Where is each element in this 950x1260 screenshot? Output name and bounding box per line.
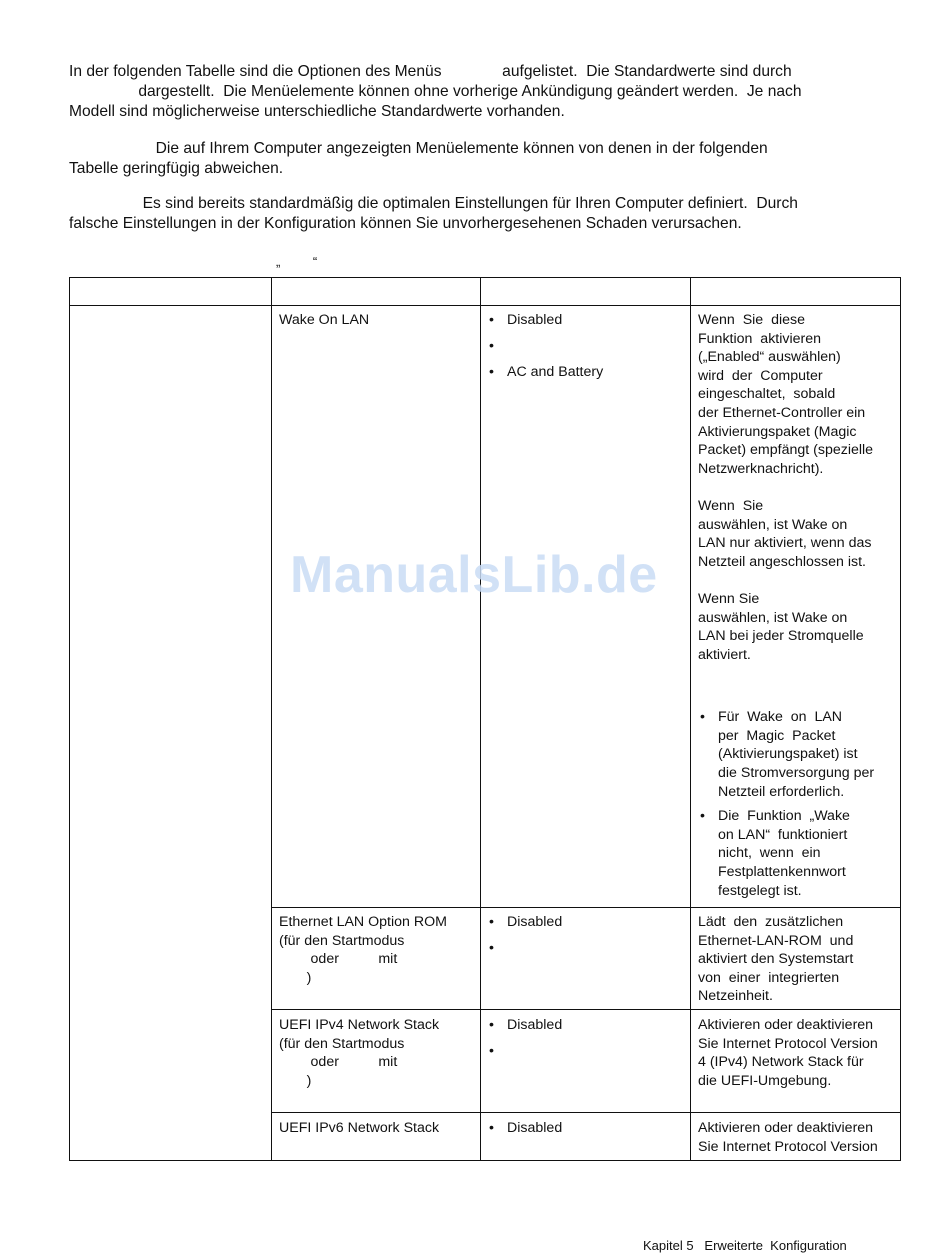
- table-row-ipv4-item: [279, 1016, 439, 1090]
- note-line: Netzteil erforderlich.: [718, 783, 845, 800]
- desc-line: der Ethernet-Controller ein: [698, 404, 866, 421]
- desc-line: Lädt den zusätzlichen: [698, 914, 844, 930]
- intro-paragraph: [69, 62, 899, 122]
- desc-line: aktiviert den Systemstart: [698, 951, 854, 968]
- note-line: • Für Wake on LAN: [718, 709, 843, 726]
- value-option: [487, 1042, 562, 1061]
- desc-line: Packet) empfängt (spezielle: [698, 442, 874, 459]
- desc-line: Wenn Sie: [698, 590, 760, 607]
- note-line: on LAN“ funktioniert: [718, 826, 848, 843]
- note-paragraph: [69, 139, 899, 179]
- item-line: UEFI IPv4 Network Stack: [279, 1017, 440, 1033]
- desc-line: Wenn Sie diese: [698, 312, 805, 328]
- desc-line: auswählen, ist Wake on: [698, 609, 848, 626]
- item-line: oder mit: [279, 951, 398, 968]
- value-option: • Disabled: [487, 311, 603, 330]
- note-line: Festplattenkennwort: [718, 864, 846, 881]
- desc-line: 4 (IPv4) Network Stack für: [698, 1054, 864, 1071]
- desc-line: Wenn Sie: [698, 497, 764, 514]
- wake-on-lan-notes: [698, 708, 898, 900]
- note-line: • Die Funktion „Wake: [718, 808, 850, 825]
- desc-line: Ethernet-LAN-ROM und: [698, 932, 854, 949]
- desc-line: von einer integrierten: [698, 969, 840, 986]
- desc-line: eingeschaltet, sobald: [698, 386, 836, 403]
- note-line: nicht, wenn ein: [718, 845, 821, 862]
- desc-line: Sie Internet Protocol Version: [698, 1138, 878, 1155]
- note-line: Tabelle geringfügig abweichen.: [69, 160, 284, 177]
- intro-line: In der folgenden Tabelle sind die Optionen des Menüs aufgelistet. Die Standardwerte sind durch: [69, 63, 792, 80]
- row-divider: [271, 907, 900, 908]
- value-option: • Disabled: [487, 1016, 562, 1035]
- desc-line: Sie Internet Protocol Version: [698, 1035, 878, 1052]
- item-line: (für den Startmodus: [279, 932, 405, 949]
- ethernet-values: [487, 913, 562, 965]
- ipv4-description: [698, 1016, 898, 1090]
- item-line: ): [279, 969, 312, 986]
- desc-line: Aktivieren oder deaktivieren: [698, 1017, 874, 1033]
- desc-line: wird der Computer: [698, 367, 823, 384]
- row-divider: [271, 1009, 900, 1010]
- row-divider: [271, 1112, 900, 1113]
- desc-line: Netzeinheit.: [698, 988, 773, 1005]
- note-line: die Stromversorgung per: [718, 765, 875, 782]
- value-option: [487, 337, 603, 356]
- page-footer: Kapitel 5 Erweiterte Konfiguration: [643, 1238, 847, 1253]
- wake-on-lan-description: [698, 311, 898, 906]
- table-caption: „ “: [276, 254, 318, 269]
- column-divider: [271, 278, 272, 1160]
- ipv6-values: [487, 1119, 562, 1145]
- warning-line: falsche Einstellungen in der Konfiguration können Sie unvorhergesehenen Schaden verursachen.: [69, 215, 742, 232]
- desc-line: die UEFI-Umgebung.: [698, 1072, 832, 1089]
- intro-line: Modell sind möglicherweise unterschiedliche Standardwerte vorhanden.: [69, 103, 565, 120]
- item-line: oder mit: [279, 1054, 398, 1071]
- ipv4-values: [487, 1016, 562, 1068]
- item-line: ): [279, 1072, 312, 1089]
- desc-line: Funktion aktivieren: [698, 330, 822, 347]
- header-divider: [70, 305, 900, 306]
- desc-line: aktiviert.: [698, 646, 751, 663]
- note-line: (Aktivierungspaket) ist: [718, 746, 858, 763]
- note-line: Die auf Ihrem Computer angezeigten Menüelemente können von denen in der folgenden: [69, 140, 768, 157]
- options-table: [69, 277, 901, 1161]
- ethernet-description: [698, 913, 898, 1006]
- column-divider: [690, 278, 691, 1160]
- watermark: ManualsLib.de: [290, 546, 658, 604]
- wake-on-lan-values: [487, 311, 603, 389]
- intro-line: dargestellt. Die Menüelemente können ohne vorherige Ankündigung geändert werden. Je nach: [69, 83, 802, 100]
- desc-line: Aktivieren oder deaktivieren: [698, 1120, 874, 1136]
- note-item: [698, 708, 898, 801]
- table-row-ethernet-item: [279, 913, 447, 987]
- note-line: per Magic Packet: [718, 727, 836, 744]
- item-line: Ethernet LAN Option ROM: [279, 914, 447, 930]
- desc-line: Netzteil angeschlossen ist.: [698, 553, 866, 570]
- value-option: • Disabled: [487, 913, 562, 932]
- desc-line: auswählen, ist Wake on: [698, 516, 848, 533]
- warning-line: Es sind bereits standardmäßig die optimalen Einstellungen für Ihren Computer definiert. Durch: [69, 195, 798, 212]
- table-row-ipv6-item: UEFI IPv6 Network Stack: [279, 1120, 440, 1136]
- ipv6-description: [698, 1119, 898, 1156]
- desc-line: Aktivierungspaket (Magic: [698, 423, 857, 440]
- warning-paragraph: [69, 194, 899, 234]
- value-option: [487, 939, 562, 958]
- note-line: festgelegt ist.: [718, 882, 802, 899]
- desc-line: LAN bei jeder Stromquelle: [698, 628, 864, 645]
- column-divider: [480, 278, 481, 1160]
- note-item: [698, 807, 898, 900]
- item-line: (für den Startmodus: [279, 1035, 405, 1052]
- desc-line: („Enabled“ auswählen): [698, 349, 841, 366]
- table-row-wake-on-lan-item: Wake On LAN: [279, 312, 370, 328]
- value-option: • AC and Battery: [487, 363, 603, 382]
- desc-line: Netzwerknachricht).: [698, 460, 824, 477]
- desc-line: LAN nur aktiviert, wenn das: [698, 535, 872, 552]
- value-option: • Disabled: [487, 1119, 562, 1138]
